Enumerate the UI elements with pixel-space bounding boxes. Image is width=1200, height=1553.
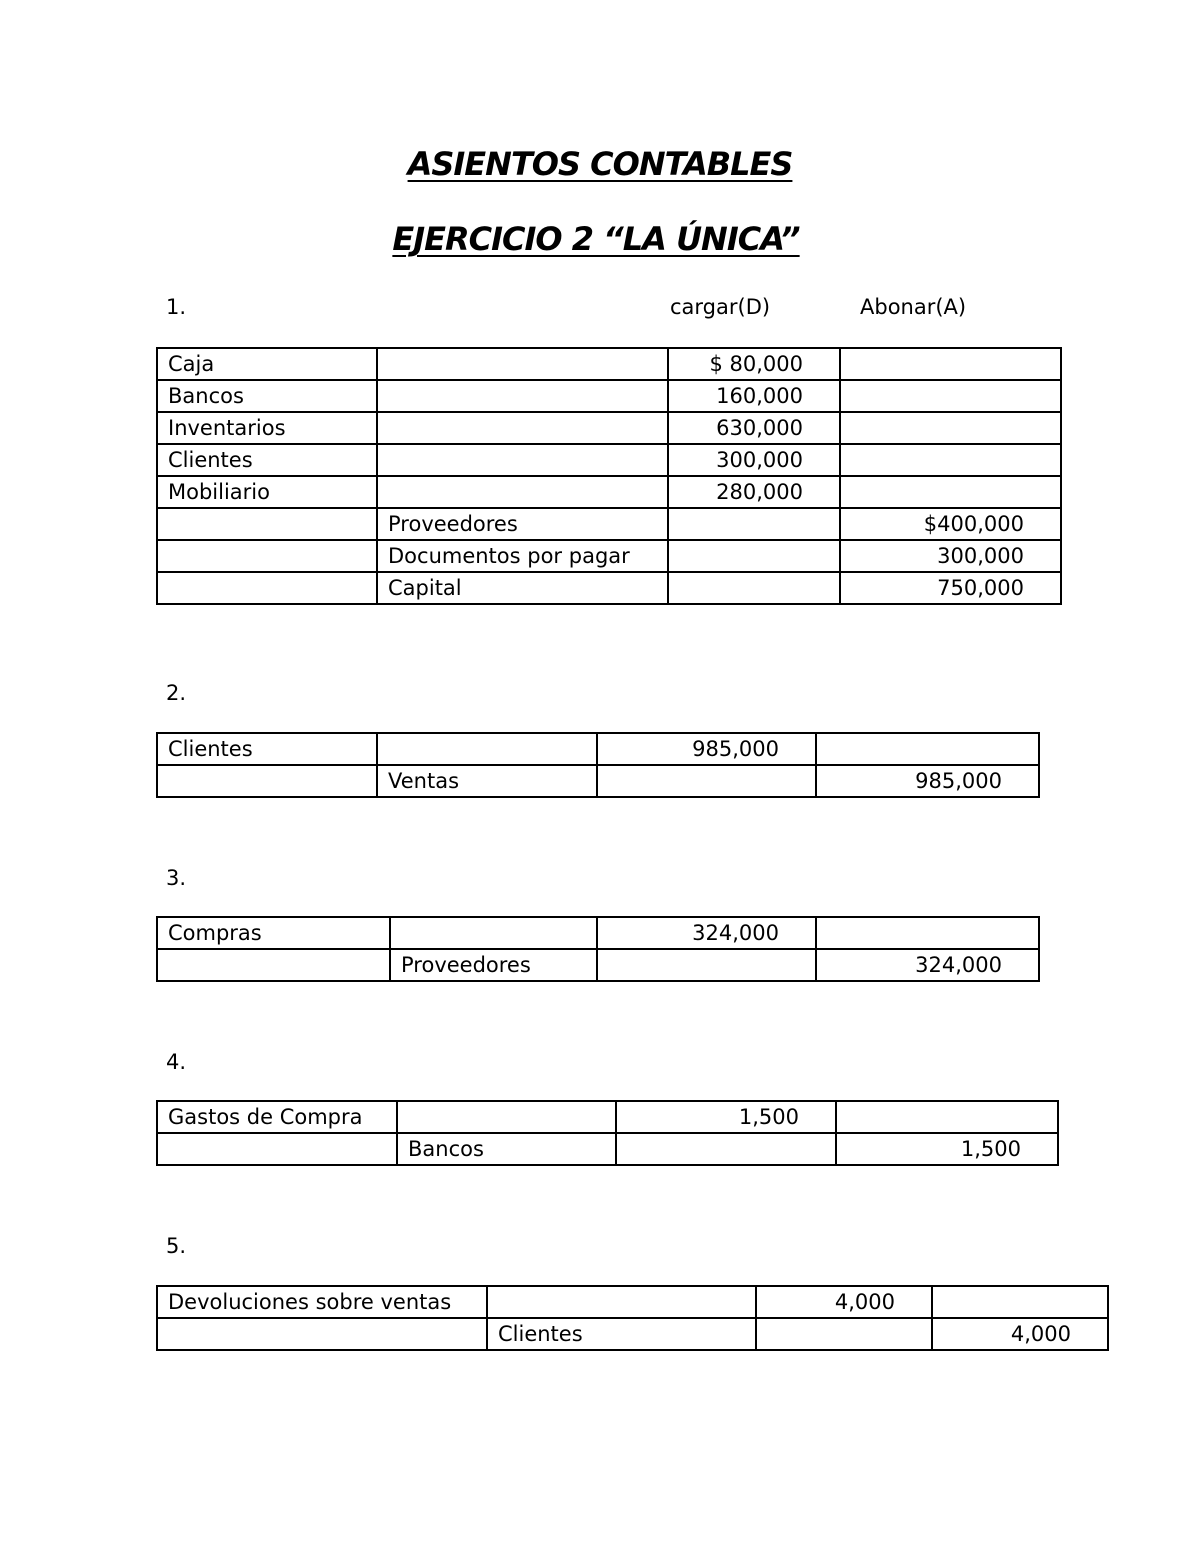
debit-amount-cell: 630,000 (668, 412, 840, 444)
debit-account-cell (157, 540, 377, 572)
credit-amount-cell (840, 348, 1061, 380)
entry-2-number: 2. (166, 681, 187, 705)
debit-account-cell: Clientes (157, 733, 377, 765)
entry-4-number: 4. (166, 1050, 187, 1074)
credit-account-cell (390, 917, 597, 949)
journal-entry-4 (156, 1100, 1059, 1166)
ledger-row (157, 1318, 1108, 1350)
debit-account-cell (157, 1318, 487, 1350)
credit-amount-cell (932, 1286, 1108, 1318)
debit-amount-cell (668, 572, 840, 604)
credit-amount-cell (840, 412, 1061, 444)
credit-amount-cell: 750,000 (840, 572, 1061, 604)
credit-column-header: Abonar(A) (860, 295, 967, 319)
debit-amount-cell (597, 949, 816, 981)
debit-amount-cell (616, 1133, 836, 1165)
debit-account-cell: Bancos (157, 380, 377, 412)
debit-account-cell (157, 765, 377, 797)
debit-amount-cell: 280,000 (668, 476, 840, 508)
journal-entry-5 (156, 1285, 1109, 1351)
ledger-row (157, 348, 1061, 380)
credit-account-cell: Documentos por pagar (377, 540, 668, 572)
ledger-row (157, 733, 1039, 765)
document-subtitle: EJERCICIO 2 “LA ÚNICA” (392, 220, 800, 258)
credit-account-cell (377, 476, 668, 508)
credit-account-cell: Clientes (487, 1318, 756, 1350)
credit-account-cell (397, 1101, 616, 1133)
journal-entry-2 (156, 732, 1040, 798)
credit-amount-cell: 300,000 (840, 540, 1061, 572)
credit-amount-cell: 4,000 (932, 1318, 1108, 1350)
debit-amount-cell (597, 765, 816, 797)
debit-account-cell: Clientes (157, 444, 377, 476)
credit-amount-cell: 324,000 (816, 949, 1039, 981)
debit-amount-cell: 300,000 (668, 444, 840, 476)
document-title: ASIENTOS CONTABLES (407, 145, 793, 183)
debit-amount-cell: 985,000 (597, 733, 816, 765)
debit-amount-cell: $ 80,000 (668, 348, 840, 380)
credit-amount-cell: 985,000 (816, 765, 1039, 797)
credit-amount-cell (840, 476, 1061, 508)
ledger-row (157, 765, 1039, 797)
debit-account-cell: Compras (157, 917, 390, 949)
debit-amount-cell: 1,500 (616, 1101, 836, 1133)
ledger-row (157, 412, 1061, 444)
debit-account-cell: Devoluciones sobre ventas (157, 1286, 487, 1318)
debit-account-cell: Mobiliario (157, 476, 377, 508)
credit-amount-cell (836, 1101, 1058, 1133)
credit-amount-cell (840, 444, 1061, 476)
credit-account-cell (377, 348, 668, 380)
debit-column-header: cargar(D) (670, 295, 771, 319)
credit-account-cell: Proveedores (377, 508, 668, 540)
ledger-row (157, 917, 1039, 949)
credit-account-cell: Ventas (377, 765, 597, 797)
ledger-row (157, 1101, 1058, 1133)
ledger-row (157, 476, 1061, 508)
debit-amount-cell: 324,000 (597, 917, 816, 949)
credit-account-cell (487, 1286, 756, 1318)
credit-account-cell (377, 412, 668, 444)
credit-amount-cell: 1,500 (836, 1133, 1058, 1165)
debit-account-cell (157, 1133, 397, 1165)
entry-1-number: 1. (166, 295, 187, 319)
entry-5-number: 5. (166, 1234, 187, 1258)
ledger-row (157, 444, 1061, 476)
credit-account-cell: Proveedores (390, 949, 597, 981)
debit-account-cell: Gastos de Compra (157, 1101, 397, 1133)
debit-account-cell (157, 572, 377, 604)
ledger-row (157, 540, 1061, 572)
entry-3-number: 3. (166, 866, 187, 890)
credit-account-cell (377, 380, 668, 412)
debit-amount-cell (668, 508, 840, 540)
debit-amount-cell: 160,000 (668, 380, 840, 412)
journal-entry-1 (156, 347, 1062, 605)
debit-account-cell (157, 508, 377, 540)
credit-amount-cell (816, 917, 1039, 949)
credit-account-cell: Bancos (397, 1133, 616, 1165)
credit-amount-cell (840, 380, 1061, 412)
debit-account-cell (157, 949, 390, 981)
ledger-row (157, 1286, 1108, 1318)
debit-account-cell: Inventarios (157, 412, 377, 444)
ledger-row (157, 508, 1061, 540)
credit-amount-cell (816, 733, 1039, 765)
credit-account-cell (377, 733, 597, 765)
ledger-row (157, 949, 1039, 981)
debit-amount-cell: 4,000 (756, 1286, 932, 1318)
credit-account-cell (377, 444, 668, 476)
credit-amount-cell: $400,000 (840, 508, 1061, 540)
credit-account-cell: Capital (377, 572, 668, 604)
ledger-row (157, 572, 1061, 604)
journal-entry-3 (156, 916, 1040, 982)
debit-account-cell: Caja (157, 348, 377, 380)
ledger-row (157, 380, 1061, 412)
debit-amount-cell (756, 1318, 932, 1350)
ledger-row (157, 1133, 1058, 1165)
debit-amount-cell (668, 540, 840, 572)
